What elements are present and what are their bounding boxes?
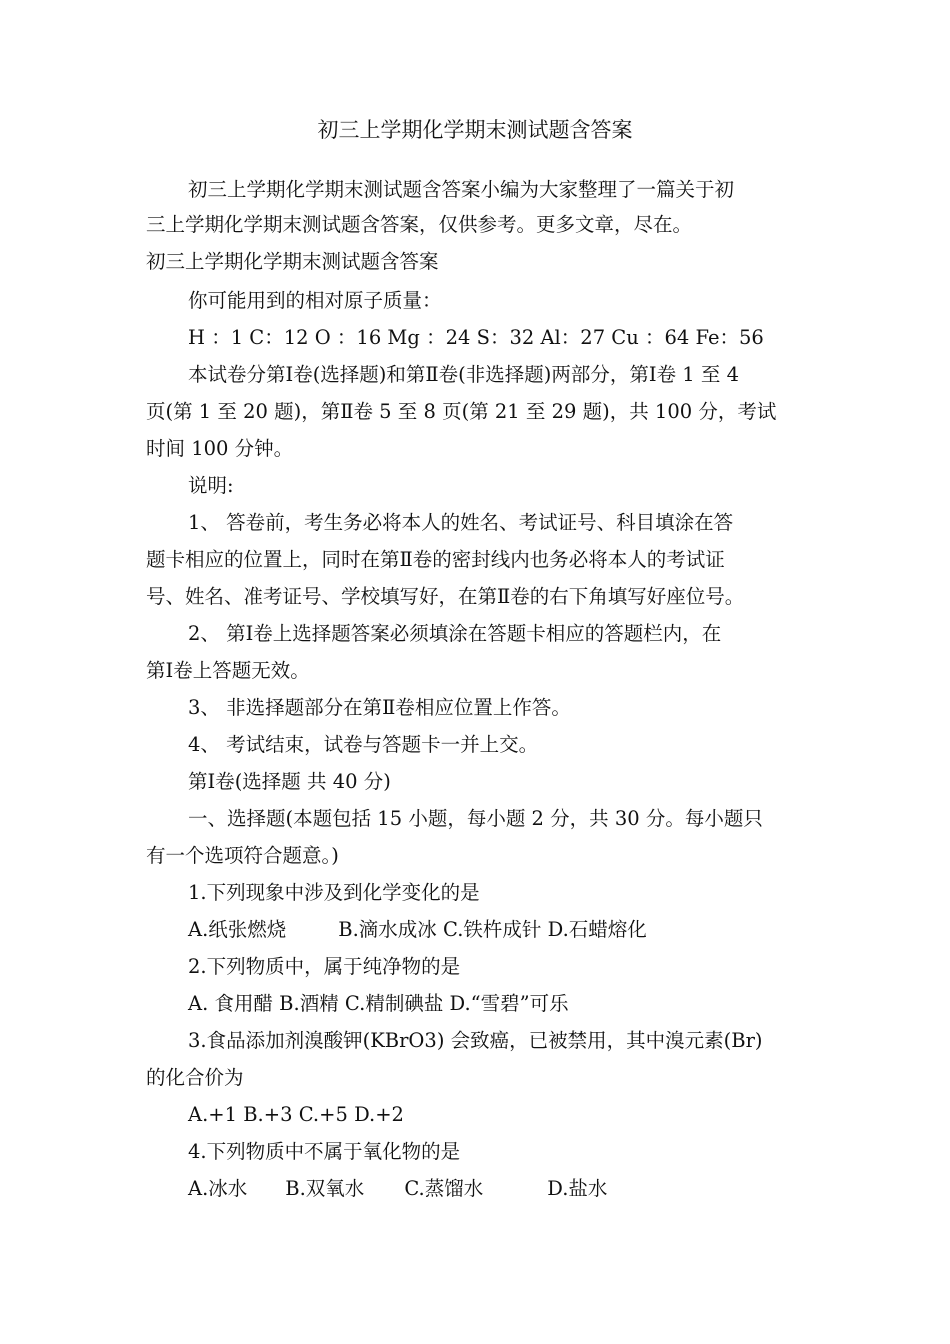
question-1: 1.下列现象中涉及到化学变化的是 [188, 881, 480, 904]
question-3-line-1: 3.食品添加剂溴酸钾(KBrO3) 会致癌，已被禁用，其中溴元素(Br) [188, 1029, 763, 1052]
question-2-options: A. 食用醋 B.酒精 C.精制碘盐 D.“雪碧”可乐 [188, 992, 569, 1015]
section-heading: 第Ⅰ卷(选择题 共 40 分) [188, 770, 391, 793]
paper-structure-line-2: 页(第 1 至 20 题)，第Ⅱ卷 5 至 8 页(第 21 至 29 题)，共 100 分，考试 [146, 400, 777, 423]
part-one-intro-line-2: 有一个选项符合题意。) [146, 844, 339, 867]
question-4: 4.下列物质中不属于氧化物的是 [188, 1140, 461, 1163]
question-4-option-b: B.双氧水 [285, 1177, 365, 1200]
instruction-3: 3、 非选择题部分在第Ⅱ卷相应位置上作答。 [188, 696, 571, 719]
subtitle-line: 初三上学期化学期末测试题含答案 [146, 250, 439, 273]
atomic-mass-heading: 你可能用到的相对原子质量： [188, 289, 442, 312]
part-one-intro-line-1: 一、选择题(本题包括 15 小题，每小题 2 分，共 30 分。每小题只 [188, 807, 763, 830]
instruction-1-line-1: 1、 答卷前，考生务必将本人的姓名、考试证号、科目填涂在答 [188, 511, 734, 534]
question-3-line-2: 的化合价为 [146, 1066, 244, 1089]
instruction-2-line-2: 第Ⅰ卷上答题无效。 [146, 659, 310, 682]
instruction-1-line-2: 题卡相应的位置上，同时在第Ⅱ卷的密封线内也务必将本人的考试证 [146, 548, 725, 571]
instructions-heading: 说明: [188, 474, 234, 497]
page-title: 初三上学期化学期末测试题含答案 [317, 118, 633, 142]
instruction-1-line-3: 号、姓名、准考证号、学校填写好，在第Ⅱ卷的右下角填写好座位号。 [146, 585, 745, 608]
intro-line-1: 初三上学期化学期末测试题含答案小编为大家整理了一篇关于初 [188, 178, 735, 201]
question-2: 2.下列物质中，属于纯净物的是 [188, 955, 461, 978]
question-4-option-a: A.冰水 [188, 1177, 248, 1200]
paper-structure-line-1: 本试卷分第Ⅰ卷(选择题)和第Ⅱ卷(非选择题)两部分，第Ⅰ卷 1 至 4 [188, 363, 739, 386]
question-1-option-a: A.纸张燃烧 [188, 918, 287, 941]
instruction-2-line-1: 2、 第Ⅰ卷上选择题答案必须填涂在答题卡相应的答题栏内，在 [188, 622, 722, 645]
question-1-options-bcd: B.滴水成冰 C.铁杵成针 D.石蜡熔化 [338, 918, 647, 941]
intro-line-2: 三上学期化学期末测试题含答案，仅供参考。更多文章，尽在。 [146, 213, 693, 236]
question-1-options [188, 917, 647, 943]
question-4-option-d: D.盐水 [547, 1177, 608, 1200]
instruction-4: 4、 考试结束，试卷与答题卡一并上交。 [188, 733, 539, 756]
atomic-mass-values: H ：1 C：12 O ：16 Mg ：24 S：32 Al：27 Cu ：64 Fe：56 [188, 326, 764, 349]
question-3-options: A.+1 B.+3 C.+5 D.+2 [188, 1103, 404, 1126]
question-4-options [188, 1176, 607, 1202]
paper-structure-line-3: 时间 100 分钟。 [146, 437, 294, 460]
question-4-option-c: C.蒸馏水 [404, 1177, 484, 1200]
